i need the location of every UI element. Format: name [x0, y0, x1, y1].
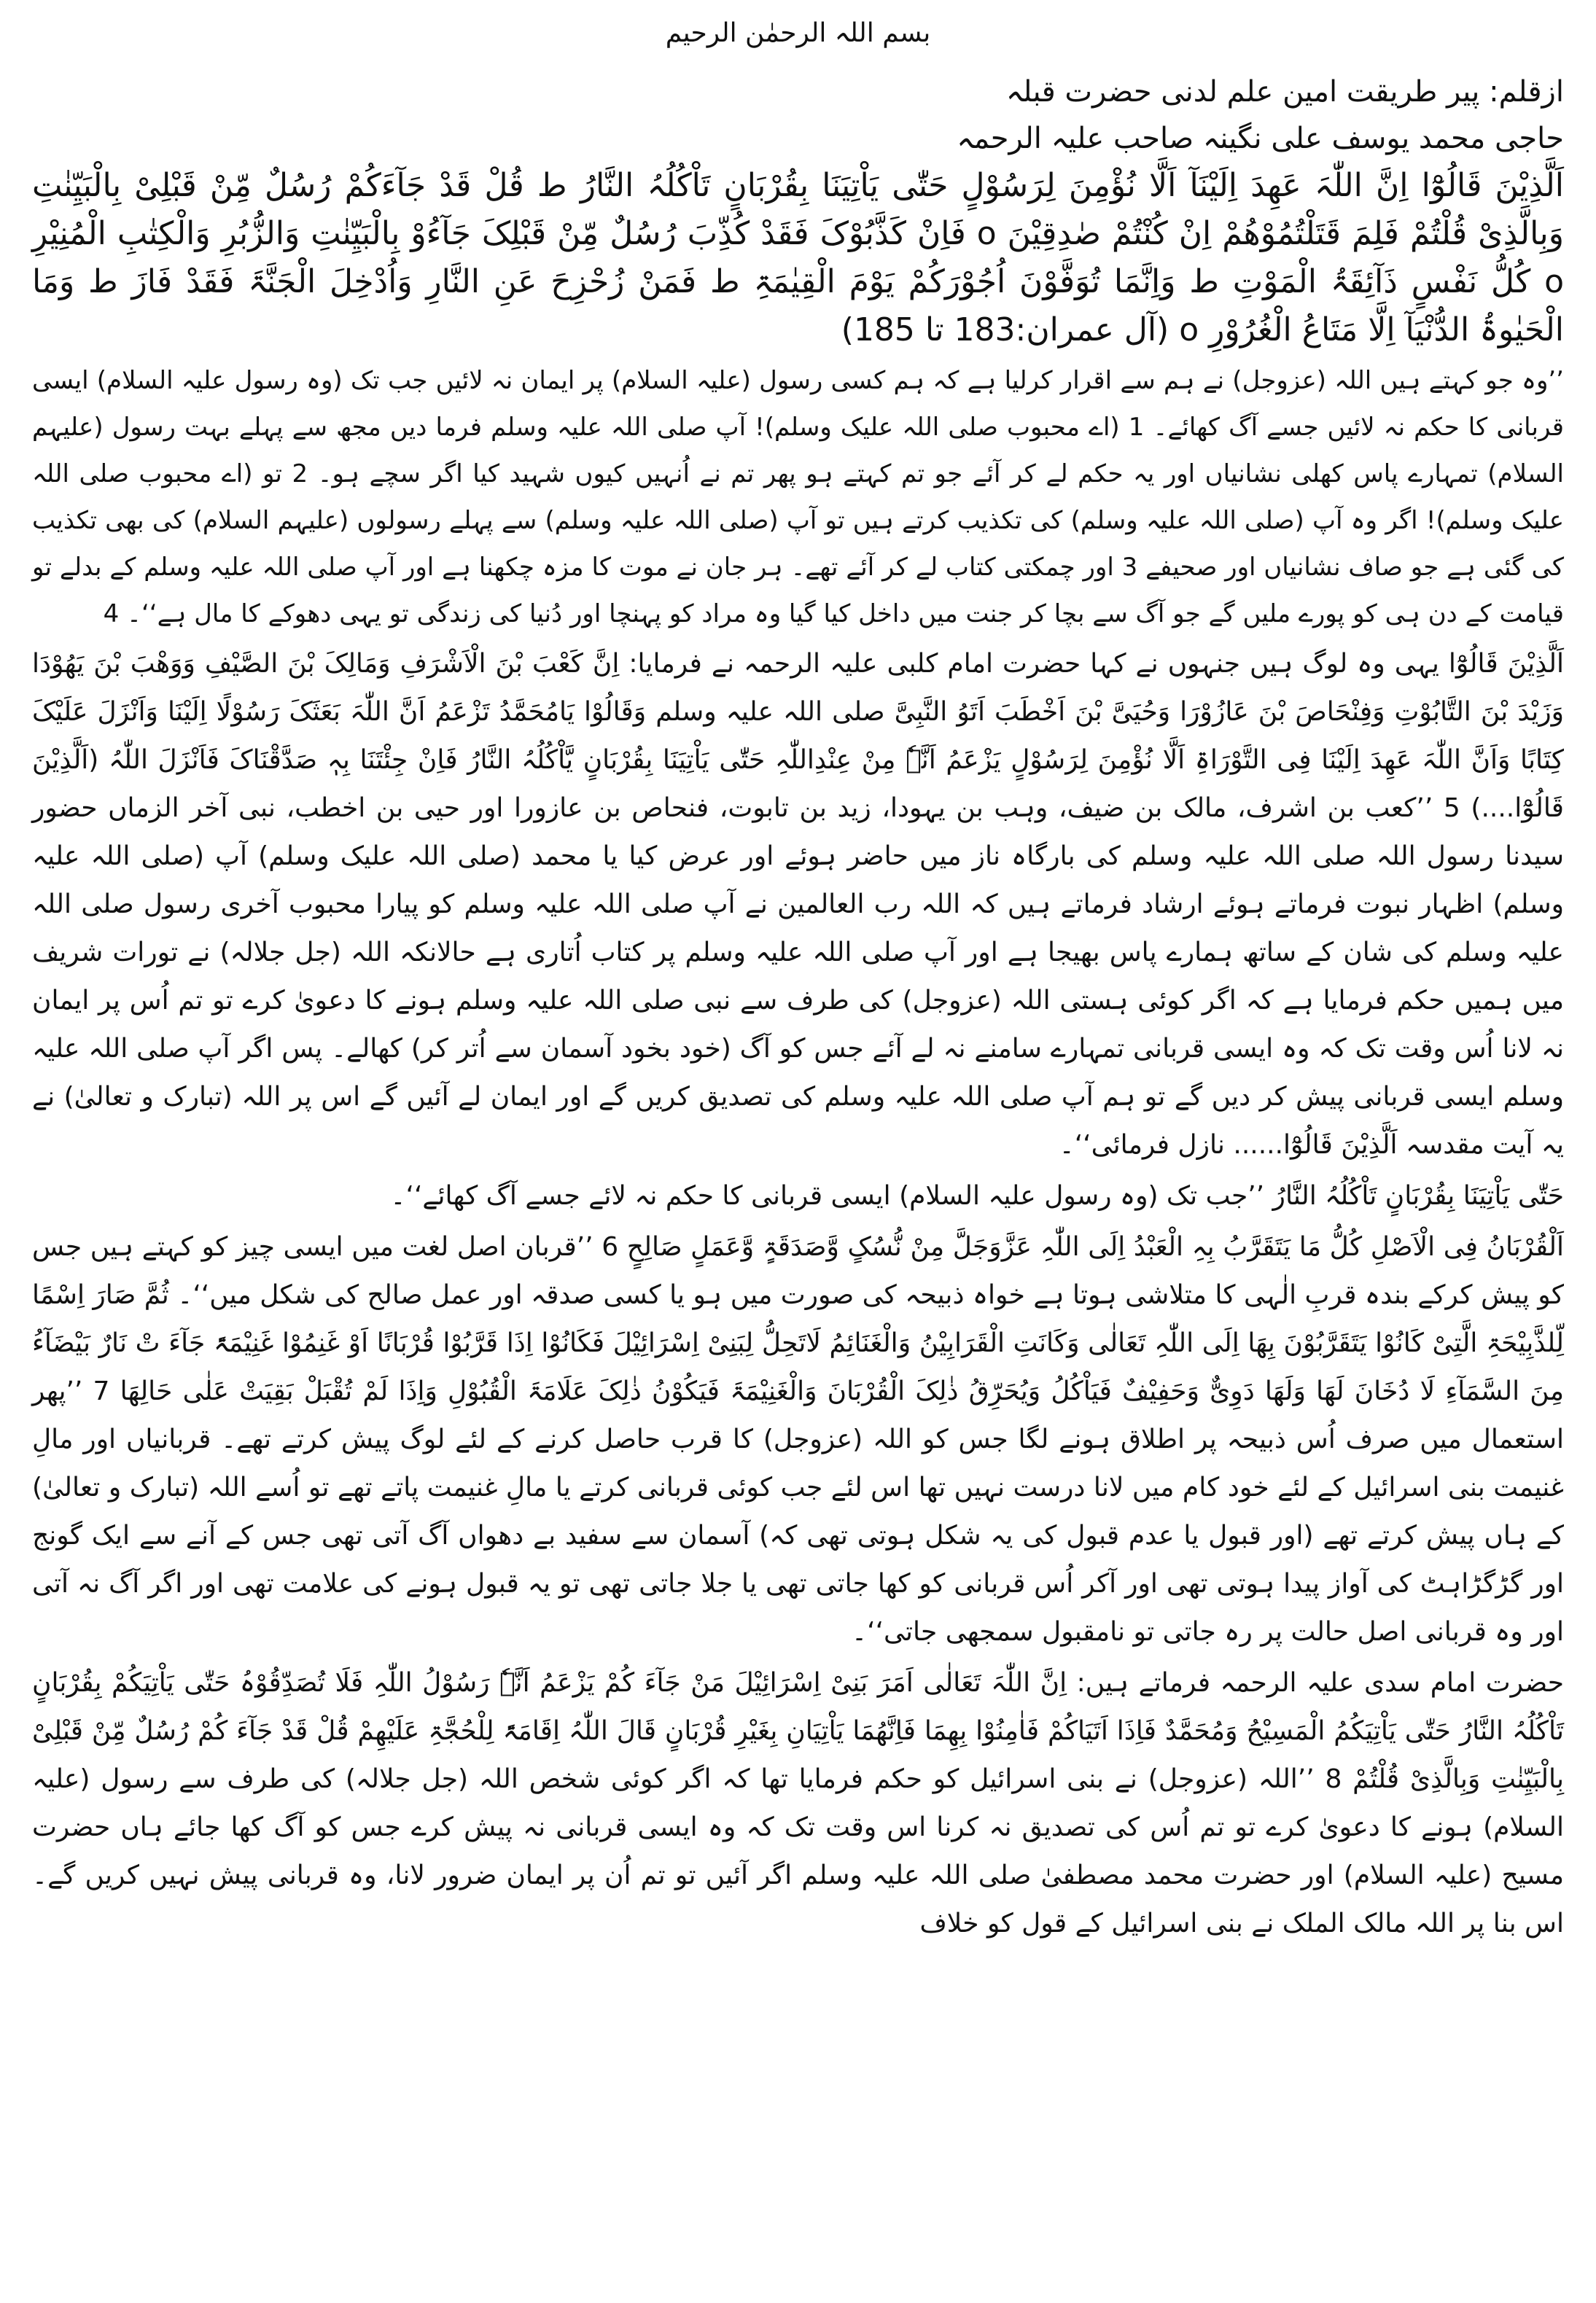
tafsir-suddi-paragraph: حضرت امام سدی علیہ الرحمہ فرماتے ہیں: اِنَّ اللّٰہَ تَعَالٰی اَمَرَ بَنِیْ اِسْرَائِیْلَ مَنْ جَآءَ کُمْ یَزْعَمُ اَنَّہٗ رَسُوْلُ اللّٰہِ فَلَا تُصَدِّقُوْہُ حَتّٰی یَاْتِیَکُمْ بِقُرْبَانٍ تَاْکُلُہُ النَّارُ حَتّٰی یَاْتِیَکُمُ الْمَسِیْحُ وَمُحَمَّدٌ فَاِذَا اَتَیَاکُمْ فَاٰمِنُوْا بِھِمَا فَاِنَّھُمَا یَاْتِیَانِ بِغَیْرِ قُرْبَانٍ قَالَ اللّٰہُ اِقَامَۃً لِلْحُجَّۃِ عَلَیْھِمْ قُلْ قَدْ جَآءَ کُمْ رُسُلٌ مِّنْ قَبْلِیْ بِالْبَیِّنٰتِ وَبِالَّذِیْ قُلْتُمْ 8 ’’اللہ (عزوجل) نے بنی اسرائیل کو حکم فرمایا تھا کہ اگر کوئی شخص اللہ (جل جلالہ) کی طرف سے رسول (علیہ السلام) ہونے کا دعویٰ کرے تو تم اُس کی تصدیق نہ کرنا اس وقت تک کہ وہ ایسی قربانی نہ پیش کرے جس کو آگ کھا جائے ہاں حضرت مسیح (علیہ السلام) اور حضرت محمد مصطفیٰ صلی اللہ علیہ وسلم اگر آئیں تو تم اُن پر ایمان ضرور لانا، وہ قربانی پیش نہیں کریں گے۔ اس بنا پر اللہ مالک الملک نے بنی اسرائیل کے قول کو خلاف	[32, 1668, 1564, 1938]
basmala-heading: بسم اللہ الرحمٰن الرحیم	[665, 18, 931, 48]
urdu-translation-paragraph: ’’وہ جو کہتے ہیں اللہ (عزوجل) نے ہم سے اقرار کرلیا ہے کہ ہم کسی رسول (علیہ السلام) پر ایمان نہ لائیں جب تک (وہ رسول علیہ السلام) ایسی قربانی کا حکم نہ لائیں جسے آگ کھائے۔ 1 (اے محبوب صلی اللہ علیک وسلم)! آپ صلی اللہ علیہ وسلم فرما دیں مجھ سے پہلے بہت رسول (علیہم السلام) تمہارے پاس کھلی نشانیاں اور یہ حکم لے کر آئے جو تم کہتے ہو پھر تم نے اُنہیں کیوں شہید کیا اگر سچے ہو۔ 2 تو (اے محبوب صلی اللہ علیک وسلم)! اگر وہ آپ (صلی اللہ علیہ وسلم) کی تکذیب کرتے ہیں تو آپ (صلی اللہ علیہ وسلم) سے پہلے رسولوں (علیہم السلام) کی بھی تکذیب کی گئی ہے جو صاف نشانیاں اور صحیفے 3 اور چمکتی کتاب لے کر آئے تھے۔ ہر جان نے موت کا مزہ چکھنا ہے اور آپ صلی اللہ علیہ وسلم کے بدلے تو قیامت کے دن ہی کو پورے ملیں گے جو آگ سے بچا کر جنت میں داخل کیا گیا وہ مراد کو پہنچا اور دُنیا کی زندگی تو یہی دھوکے کا مال ہے‘‘۔ 4	[32, 366, 1564, 628]
qurban-definition-paragraph: اَلْقُرْبَانُ فِی الْاَصْلِ کُلُّ مَا یَتَقَرَّبُ بِہِ الْعَبْدُ اِلَی اللّٰہِ عَزَّوَجَلَّ مِنْ نُّسُکٍ وَّصَدَقَۃٍ وَّعَمَلٍ صَالِحٍ 6 ’’قربان اصل لغت میں ایسی چیز کو کہتے ہیں جس کو پیش کرکے بندہ قربِ الٰہی کا متلاشی ہوتا ہے خواہ ذبیحہ کی صورت میں ہو یا کسی صدقہ اور عمل صالح کی شکل میں‘‘۔ ثُمَّ صَارَ اِسْمًا لِّلذَّبِیْحَۃِ الَّتِیْ کَانُوْا یَتَقَرَّبُوْنَ بِھَا اِلَی اللّٰہِ تَعَالٰی وَکَانَتِ الْقَرَابِیْنُ وَالْغَنَائِمُ لَاتَحِلُّ لِبَنِیْ اِسْرَائِیْلَ فَکَانُوْا اِذَا قَرَّبُوْا قُرْبَانًا اَوْ غَنِمُوْا غَنِیْمَۃً جَآءَ تْ نَارٌ بَیْضَآءُ مِنَ السَّمَآءِ لَا دُخَانَ لَھَا وَلَھَا دَوِیٌّ وَحَفِیْفٌ فَیَاْکُلُ وَیُحَرِّقُ ذٰلِکَ الْقُرْبَانَ وَالْغَنِیْمَۃَ فَیَکُوْنُ ذٰلِکَ عَلَامَۃَ الْقُبُوْلِ وَاِذَا لَمْ تُقْبَلْ بَقِیَتْ عَلٰی حَالِھَا 7 ’’پھر استعمال میں صرف اُس ذبیحہ پر اطلاق ہونے لگا جس کو اللہ (عزوجل) کا قرب حاصل کرنے کے لئے لوگ پیش کرتے تھے۔ قربانیاں اور مالِ غنیمت بنی اسرائیل کے لئے خود کام میں لانا درست نہیں تھا اس لئے جب کوئی قربانی کرتے یا مالِ غنیمت پاتے تھے تو اُسے اللہ (تبارک و تعالیٰ) کے ہاں پیش کرتے تھے (اور قبول یا عدم قبول کی یہ شکل ہوتی تھی کہ) آسمان سے سفید بے دھواں آگ آتی تھی جس کے آنے سے ایک گونج اور گڑگڑاہٹ کی آواز پیدا ہوتی تھی اور آکر اُس قربانی کو کھا جاتی تھی یا جلا جاتی تھی تو یہ قبول ہونے کی علامت تھی اور اگر آگ نہ آتی اور وہ قربانی اصل حالت پر رہ جاتی تو نامقبول سمجھی جاتی‘‘۔	[32, 1232, 1564, 1647]
quran-verse-paragraph: اَلَّذِیْنَ قَالُوْٓا اِنَّ اللّٰہَ عَھِدَ اِلَیْنَآ اَلَّا نُؤْمِنَ لِرَسُوْلٍ حَتّٰی یَاْتِیَنَا بِقُرْبَانٍ تَاْکُلُہُ النَّارُ ط قُلْ قَدْ جَآءَکُمْ رُسُلٌ مِّنْ قَبْلِیْ بِالْبَیِّنٰتِ وَبِالَّذِیْ قُلْتُمْ فَلِمَ قَتَلْتُمُوْھُمْ اِنْ کُنْتُمْ صٰدِقِیْنَ o فَاِنْ کَذَّبُوْکَ فَقَدْ کُذِّبَ رُسُلٌ مِّنْ قَبْلِکَ جَآءُوْ بِالْبَیِّنٰتِ وَالزُّبُرِ وَالْکِتٰبِ الْمُنِیْرِ o کُلُّ نَفْسٍ ذَآئِقَۃُ الْمَوْتِ ط وَاِنَّمَا تُوَفَّوْنَ اُجُوْرَکُمْ یَوْمَ الْقِیٰمَۃِ ط فَمَنْ زُحْزِحَ عَنِ النَّارِ وَاُدْخِلَ الْجَنَّۃَ فَقَدْ فَازَ ط وَمَا الْحَیٰوۃُ الدُّنْیَآ اِلَّا مَتَاعُ الْغُرُوْرِ o (آل عمران:183 تا 185)	[32, 167, 1564, 348]
author-line-1: ازقلم: پیر طریقت امین علم لدنی حضرت قبلہ	[1005, 75, 1564, 109]
author-line-2: حاجی محمد یوسف علی نگینہ صاحب علیہ الرحمہ	[957, 122, 1564, 155]
verse-phrase-paragraph: حَتّٰی یَاْتِیَنَا بِقُرْبَانٍ تَاْکُلُہُ النَّارُ ’’جب تک (وہ رسول علیہ السلام) ایسی قربانی کا حکم نہ لائے جسے آگ کھائے‘‘۔	[390, 1181, 1564, 1211]
tafsir-kalbi-paragraph: اَلَّذِیْنَ قَالُوْٓا یہی وہ لوگ ہیں جنہوں نے کہا حضرت امام کلبی علیہ الرحمہ نے فرمایا: اِنَّ کَعْبَ بْنَ الْاَشْرَفِ وَمَالِکَ بْنَ الصَّیْفِ وَوَھْبَ بْنَ یَھُوْدَا وَزَیْدَ بْنَ التَّابُوْتِ وَفِنْحَاصَ بْنَ عَازُوْرَا وَحُیَیَّ بْنَ اَخْطَبَ اَتَوُ النَّبِیَّ صلی اللہ علیہ وسلم وَقَالُوْا یَامُحَمَّدُ تَزْعَمُ اَنَّ اللّٰہَ بَعَثَکَ رَسُوْلًا اِلَیْنَا وَاَنْزَلَ عَلَیْکَ کِتَابًا وَاَنَّ اللّٰہَ عَھِدَ اِلَیْنَا فِی التَّوْرَاۃِ اَلَّا نُؤْمِنَ لِرَسُوْلٍ یَزْعَمُ اَنَّہٗ مِنْ عِنْدِاللّٰہِ حَتّٰی یَاْتِیَنَا بِقُرْبَانٍ یَّاْکُلُہُ النَّارُ فَاِنْ جِئْتَنَا بِہٖ صَدَّقْنَاکَ فَاَنْزَلَ اللّٰہُ (اَلَّذِیْنَ قَالُوْٓا....) 5 ’’کعب بن اشرف، مالک بن ضیف، وہب بن یہودا، زید بن تابوت، فنحاص بن عازورا اور حیی بن اخطب، نبی آخر الزماں حضور سیدنا رسول اللہ صلی اللہ علیہ وسلم کی بارگاہ ناز میں حاضر ہوئے اور عرض کیا یا محمد (صلی اللہ علیک وسلم) آپ (صلی اللہ علیہ وسلم) اظہار نبوت فرماتے ہوئے ارشاد فرماتے ہیں کہ اللہ رب العالمین نے آپ صلی اللہ علیہ وسلم کو پیارا محبوب آخری رسول صلی اللہ علیہ وسلم کی شان کے ساتھ ہمارے پاس بھیجا ہے اور آپ صلی اللہ علیہ وسلم پر کتاب اُتاری ہے حالانکہ اللہ (جل جلالہ) نے تورات شریف میں ہمیں حکم فرمایا ہے کہ اگر کوئی ہستی اللہ (عزوجل) کی طرف سے نبی صلی اللہ علیہ وسلم ہونے کا دعویٰ کرے تو تم اُس پر ایمان نہ لانا اُس وقت تک کہ وہ ایسی قربانی تمہارے سامنے نہ لے آئے جس کو آگ (خود بخود آسمان سے اُتر کر) کھالے۔ پس اگر آپ صلی اللہ علیہ وسلم ایسی قربانی پیش کر دیں گے تو ہم آپ صلی اللہ علیہ وسلم کی تصدیق کریں گے اور ایمان لے آئیں گے اس پر اللہ (تبارک و تعالیٰ) نے یہ آیت مقدسہ اَلَّذِیْنَ قَالُوْٓا...... نازل فرمائی‘‘۔	[32, 649, 1564, 1160]
